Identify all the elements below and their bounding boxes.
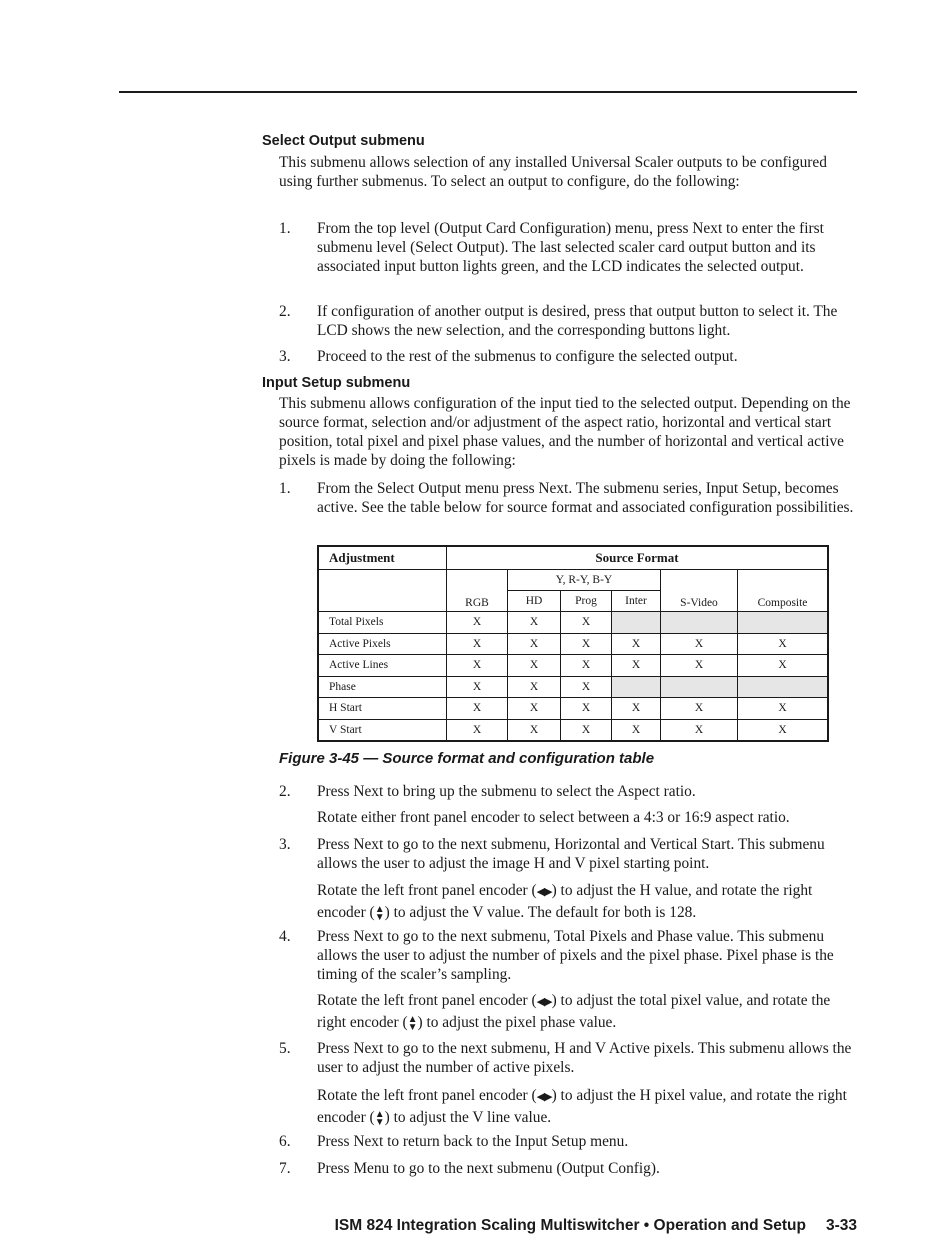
step-detail: Rotate the left front panel encoder (◀▶) to adjust the total pixel value, and rotate the right encoder (▲ ▼) to adjust the pixel phase value.	[317, 992, 831, 1033]
input-setup-heading: Input Setup submenu	[262, 375, 411, 391]
step-number: 2.	[279, 303, 291, 320]
list-item	[279, 835, 857, 873]
table-cell: X	[738, 633, 829, 655]
footer-title: ISM 824 Integration Scaling Multiswitcher • Operation and Setup	[334, 1217, 806, 1234]
table-row	[318, 698, 828, 720]
table-cell: X	[447, 698, 508, 720]
list-item	[279, 782, 857, 801]
table-cell: X	[738, 719, 829, 741]
row-label: Active Pixels	[318, 633, 447, 655]
adjustment-header: Adjustment	[318, 546, 447, 570]
figure-caption: Figure 3-45 — Source format and configuration table	[279, 750, 655, 767]
left-right-arrows-icon: ◀▶	[536, 1091, 552, 1103]
step-text: Press Next to return back to the Input Setup menu.	[317, 1133, 629, 1150]
step-detail: Rotate the left front panel encoder (◀▶) to adjust the H pixel value, and rotate the right encoder (▲ ▼) to adjust the V line value.	[317, 1087, 847, 1128]
table-row	[318, 719, 828, 741]
table-cell: X	[508, 633, 561, 655]
row-label: Active Lines	[318, 655, 447, 677]
list-item	[279, 927, 857, 984]
step-text: From the Select Output menu press Next. The submenu series, Input Setup, becomes active. See the table below for source format and associated configuration possibilities.	[317, 480, 854, 516]
column-header: Composite	[738, 570, 829, 612]
table-cell: X	[738, 655, 829, 677]
left-right-arrows-icon: ◀▶	[536, 996, 552, 1008]
step-number: 1.	[279, 220, 291, 237]
table-cell: X	[508, 719, 561, 741]
table-cell	[612, 612, 661, 634]
table-cell: X	[561, 676, 612, 698]
list-item	[279, 1132, 857, 1151]
table-cell: X	[661, 698, 738, 720]
column-header: S-Video	[661, 570, 738, 612]
header-rule	[119, 91, 857, 93]
table-cell: X	[447, 719, 508, 741]
select-output-heading: Select Output submenu	[262, 133, 425, 149]
table-cell: X	[612, 698, 661, 720]
source-format-table	[317, 545, 829, 742]
row-label: Total Pixels	[318, 612, 447, 634]
table-cell	[738, 676, 829, 698]
table-cell: X	[508, 676, 561, 698]
list-item	[279, 219, 857, 276]
step-number: 1.	[279, 480, 291, 497]
table-cell: X	[561, 612, 612, 634]
table-cell: X	[661, 655, 738, 677]
up-down-arrows-icon: ▲ ▼	[374, 903, 385, 923]
up-down-arrows-icon: ▲ ▼	[407, 1013, 418, 1033]
step-detail: Rotate the left front panel encoder (◀▶) to adjust the H value, and rotate the right encoder (▲ ▼) to adjust the V value. The default for both is 128.	[317, 882, 813, 923]
table-cell	[661, 612, 738, 634]
table-cell: X	[447, 633, 508, 655]
step-number: 7.	[279, 1160, 291, 1177]
step-number: 2.	[279, 783, 291, 800]
row-label: H Start	[318, 698, 447, 720]
table-cell: X	[661, 633, 738, 655]
table-cell: X	[447, 612, 508, 634]
page-footer	[335, 1217, 857, 1235]
select-output-intro: This submenu allows selection of any installed Universal Scaler outputs to be configured using further submenus. To select an output to configure, do the following:	[279, 154, 827, 190]
column-header: HD	[508, 591, 561, 612]
table-cell: X	[661, 719, 738, 741]
table-row	[318, 655, 828, 677]
table-row	[318, 612, 828, 634]
column-header: Prog	[561, 591, 612, 612]
list-item	[279, 479, 857, 517]
step-text: Press Menu to go to the next submenu (Output Config).	[317, 1160, 660, 1177]
left-right-arrows-icon: ◀▶	[536, 886, 552, 898]
table-cell: X	[508, 698, 561, 720]
list-item	[279, 1039, 857, 1077]
table-cell: X	[508, 612, 561, 634]
step-number: 5.	[279, 1040, 291, 1057]
empty-header-cell	[318, 570, 447, 612]
table-cell: X	[612, 719, 661, 741]
step-text: Press Next to bring up the submenu to select the Aspect ratio.	[317, 783, 696, 800]
table-cell: X	[561, 719, 612, 741]
list-item	[279, 1159, 857, 1178]
table-cell: X	[447, 676, 508, 698]
list-item	[279, 302, 857, 340]
table-cell: X	[561, 698, 612, 720]
group-header: Y, R-Y, B-Y	[508, 570, 661, 591]
table-cell	[661, 676, 738, 698]
table-cell: X	[561, 633, 612, 655]
step-number: 3.	[279, 348, 291, 365]
step-text: Press Next to go to the next submenu, Horizontal and Vertical Start. This submenu allows the user to adjust the image H and V pixel starting point.	[317, 836, 825, 872]
step-text: Press Next to go to the next submenu, Total Pixels and Phase value. This submenu allows the user to adjust the number of pixels and the pixel phase. Pixel phase is the timing of the scaler’s sampling.	[317, 928, 834, 983]
step-text: Press Next to go to the next submenu, H and V Active pixels. This submenu allows the user to adjust the number of active pixels.	[317, 1040, 852, 1076]
list-item	[279, 347, 857, 366]
source-format-header: Source Format	[447, 546, 829, 570]
row-label: V Start	[318, 719, 447, 741]
table-row	[318, 676, 828, 698]
table-cell: X	[612, 633, 661, 655]
table-cell: X	[508, 655, 561, 677]
step-number: 3.	[279, 836, 291, 853]
step-number: 6.	[279, 1133, 291, 1150]
table-cell: X	[612, 655, 661, 677]
step-text: From the top level (Output Card Configuration) menu, press Next to enter the first submenu level (Select Output). The last selected scaler card output button and its associated input button lights green, and the LCD indicates the selected output.	[317, 220, 824, 275]
table-cell: X	[447, 655, 508, 677]
column-header: Inter	[612, 591, 661, 612]
column-header: RGB	[447, 570, 508, 612]
step-detail: Rotate either front panel encoder to select between a 4:3 or 16:9 aspect ratio.	[317, 809, 790, 826]
up-down-arrows-icon: ▲ ▼	[374, 1108, 385, 1128]
table-row	[318, 633, 828, 655]
row-label: Phase	[318, 676, 447, 698]
table-cell: X	[738, 698, 829, 720]
table-cell	[612, 676, 661, 698]
step-text: Proceed to the rest of the submenus to configure the selected output.	[317, 348, 738, 365]
table-cell: X	[561, 655, 612, 677]
page-number: 3-33	[825, 1217, 857, 1234]
step-number: 4.	[279, 928, 291, 945]
table-cell	[738, 612, 829, 634]
input-setup-intro: This submenu allows configuration of the input tied to the selected output. Depending on the source format, selection and/or adjustment of the aspect ratio, horizontal and vertical start position, total pixel and pixel phase values, and the number of horizontal and vertical active pixels is made by doing the following:	[279, 395, 851, 469]
step-text: If configuration of another output is desired, press that output button to select it. The LCD shows the new selection, and the corresponding buttons light.	[317, 303, 838, 339]
